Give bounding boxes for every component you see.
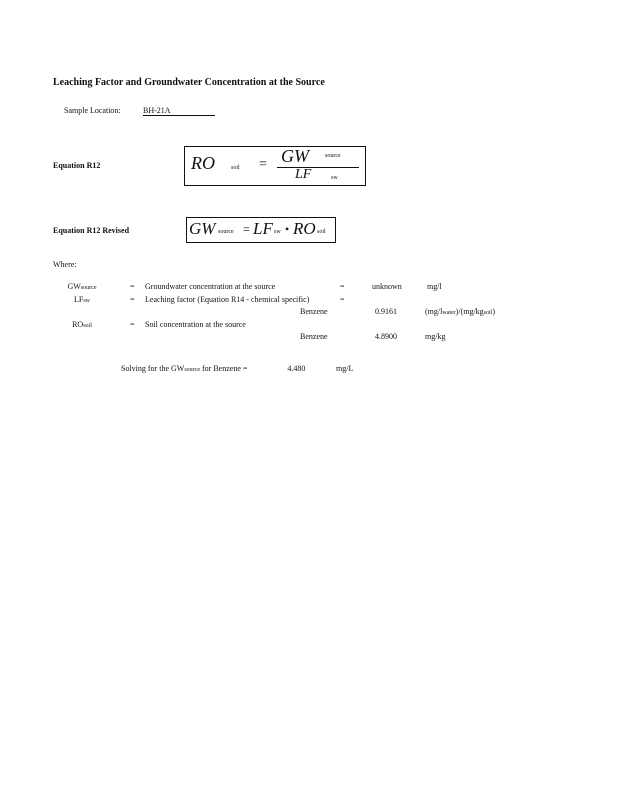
eq2-gw-sub: source [218,229,234,235]
variable-gw-unit: mg/l [427,282,442,291]
eq1-equals: = [259,157,267,172]
variable-lf-eq: = [340,295,345,304]
eq1-lhs-sub: soil [231,165,240,171]
eq1-numerator-sub: source [325,153,341,159]
sample-location-label: Sample Location: [64,106,121,115]
eq1-numerator: GW [281,146,309,166]
equation-r12-label: Equation R12 [53,161,101,170]
solve-unit: mg/L [336,364,354,373]
eq2-ro: RO [293,219,316,238]
variable-gw-symbol: GWsource [67,282,97,291]
solve-prefix: Solving for the GW [121,364,185,373]
eq2-dot: • [285,222,290,236]
variable-gw-dash: = [130,282,135,291]
variable-lf-symbol: LFsw [73,295,90,304]
eq2-ro-sub: soil [317,229,326,235]
eq1-denominator-sub: sw [331,175,338,181]
variable-lf-unit: (mg/lwater)/(mg/kgsoil) [425,307,496,316]
variable-lf-chemical: Benzene [300,307,328,316]
where-label: Where: [53,260,77,269]
variable-ro-chemical: Benzene [300,332,328,341]
eq1-lhs: RO [191,153,215,173]
variable-lf-description: Leaching factor (Equation R14 - chemical specific) [145,295,310,304]
variable-gw-description: Groundwater concentration at the source [145,282,276,291]
variable-ro-value: 4.8900 [375,332,397,341]
variable-ro-dash: = [130,320,135,329]
eq2-lf-sub: sw [274,229,281,235]
eq2-lf: LF [253,219,273,238]
variable-ro-unit: mg/kg [425,332,446,341]
variable-lf-dash: = [130,295,135,304]
variable-gw-eq: = [340,282,345,291]
page-title: Leaching Factor and Groundwater Concentration at the Source [53,77,325,88]
solve-value: 4.480 [287,364,306,373]
equation-r12-box [184,146,366,186]
variable-ro-symbol: ROsoil [72,320,92,329]
eq1-denominator: LF [295,167,312,182]
variable-gw-value: unknown [372,282,402,291]
eq2-gw: GW [189,219,216,238]
solve-line [121,364,353,373]
variable-ro-description: Soil concentration at the source [145,320,246,329]
equation-r12-revised-box [186,217,336,243]
variable-lf-value: 0.9161 [375,307,397,316]
eq1-fraction-bar [277,167,359,168]
solve-middle: for Benzene = [202,364,248,373]
equation-r12-revised-label: Equation R12 Revised [53,226,130,235]
sample-location-value: BH-21A [143,106,215,116]
eq2-equals: = [243,222,250,236]
solve-prefix-sub: source [184,367,200,373]
